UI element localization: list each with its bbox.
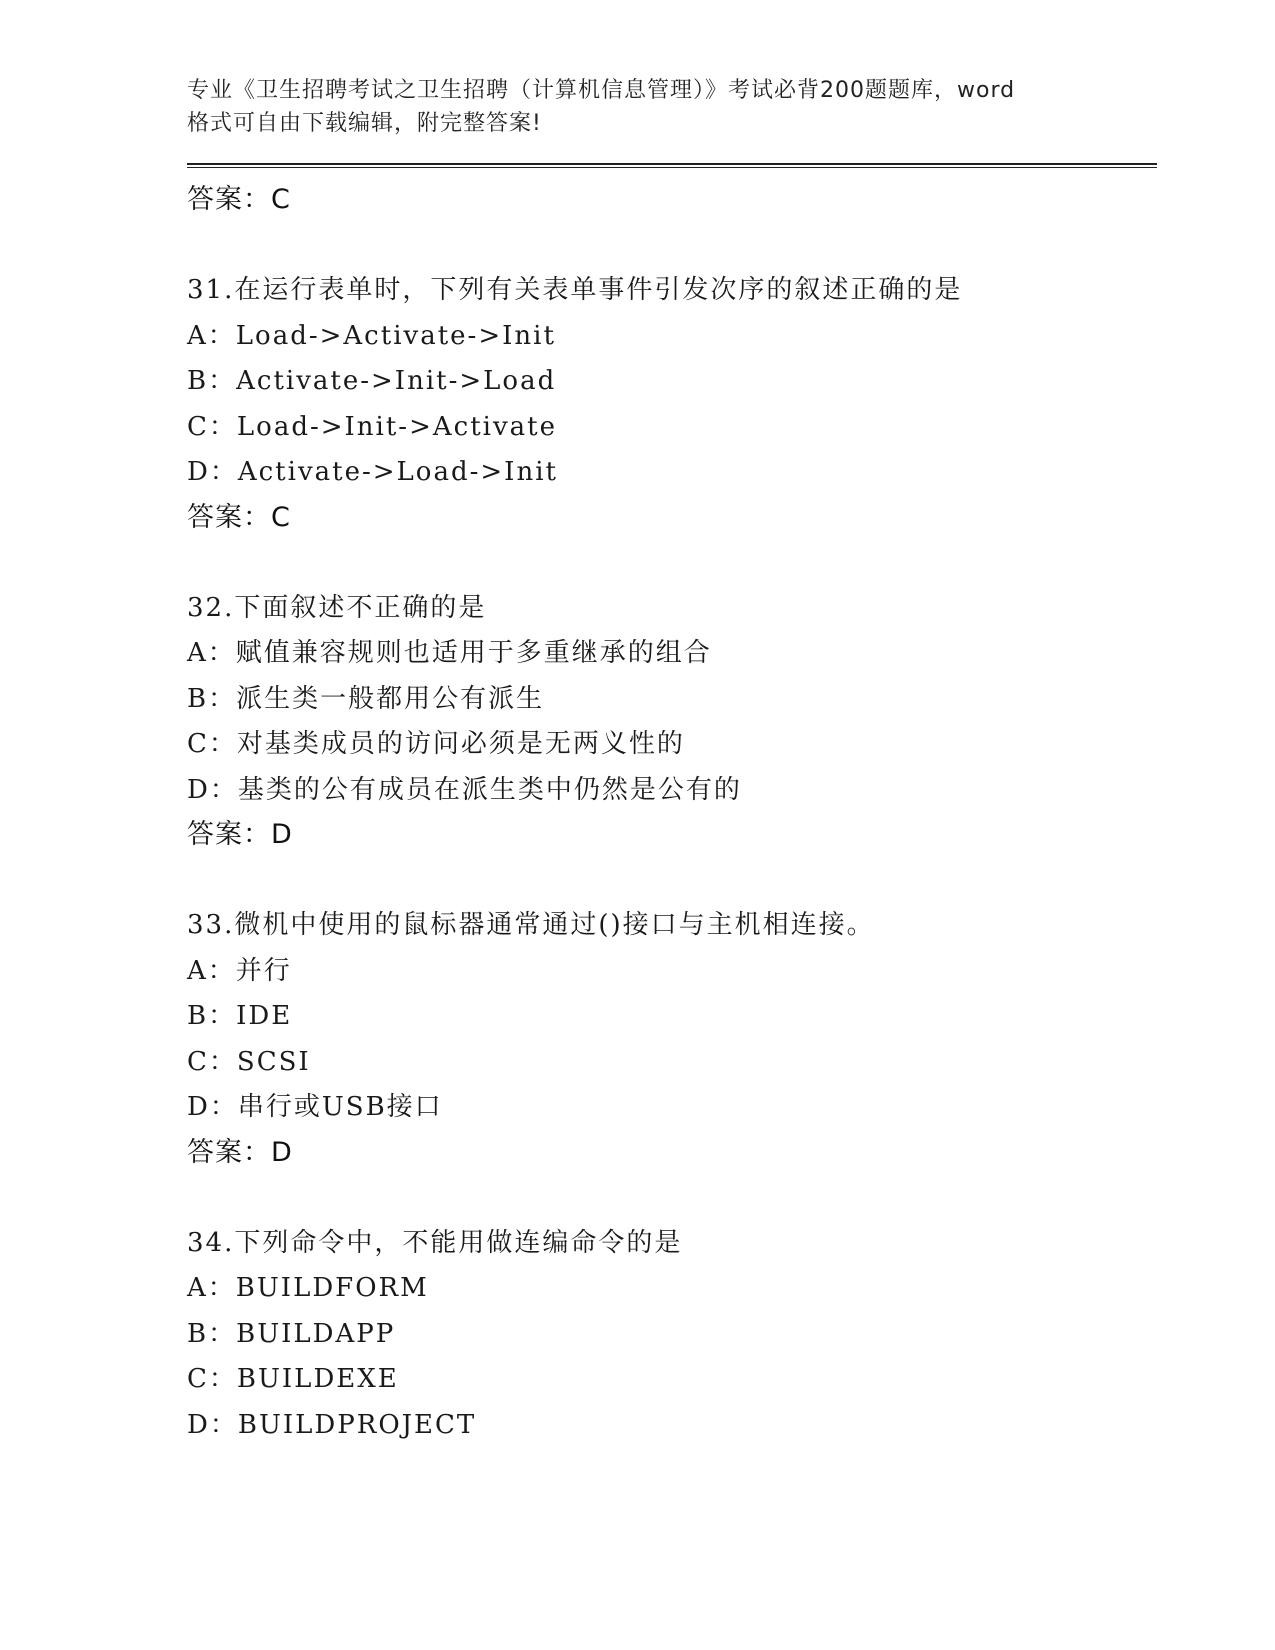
question-34 [187,1221,1157,1449]
option-c: C：对基类成员的访问必须是无两义性的 [187,729,685,759]
question-text: 33.微机中使用的鼠标器通常通过()接口与主机相连接。 [187,910,875,940]
option-a: A：赋值兼容规则也适用于多重继承的组合 [187,638,712,668]
option-d: D：BUILDPROJECT [187,1409,477,1440]
option-a: A：Load->Activate->Init [187,320,556,351]
option-b: B：Activate->Init->Load [187,366,557,396]
question-31 [187,268,1157,540]
question-33 [187,903,1157,1175]
option-c: C：Load->Init->Activate [187,411,558,442]
document-header [187,74,1157,140]
option-a: A：并行 [187,955,292,986]
question-text: 32.下面叙述不正确的是 [187,592,487,623]
option-c: C：BUILDEXE [187,1364,399,1394]
answer-line: 答案：C [187,184,291,215]
header-divider [187,163,1157,168]
option-d: D：Activate->Load->Init [187,457,558,487]
answer-line: 答案：D [187,819,293,850]
option-b: B：派生类一般都用公有派生 [187,683,545,714]
option-b: B：IDE [187,1001,293,1031]
option-a: A：BUILDFORM [187,1273,429,1303]
header-line-1: 专业《卫生招聘考试之卫生招聘（计算机信息管理）》考试必背200题题库，word [187,78,1016,103]
question-text: 34.下列命令中，不能用做连编命令的是 [187,1227,683,1258]
question-32 [187,586,1157,858]
answer-line: 答案：D [187,1136,293,1168]
header-line-2: 格式可自由下载编辑，附完整答案! [187,111,542,136]
option-d: D：基类的公有成员在派生类中仍然是公有的 [187,774,742,805]
option-c: C：SCSI [187,1046,311,1077]
option-b: B：BUILDAPP [187,1318,396,1349]
option-d: D：串行或USB接口 [187,1092,443,1122]
question-text: 31.在运行表单时，下列有关表单事件引发次序的叙述正确的是 [187,275,963,305]
document-page [187,74,1157,1448]
answer-line: 答案：C [187,501,291,533]
